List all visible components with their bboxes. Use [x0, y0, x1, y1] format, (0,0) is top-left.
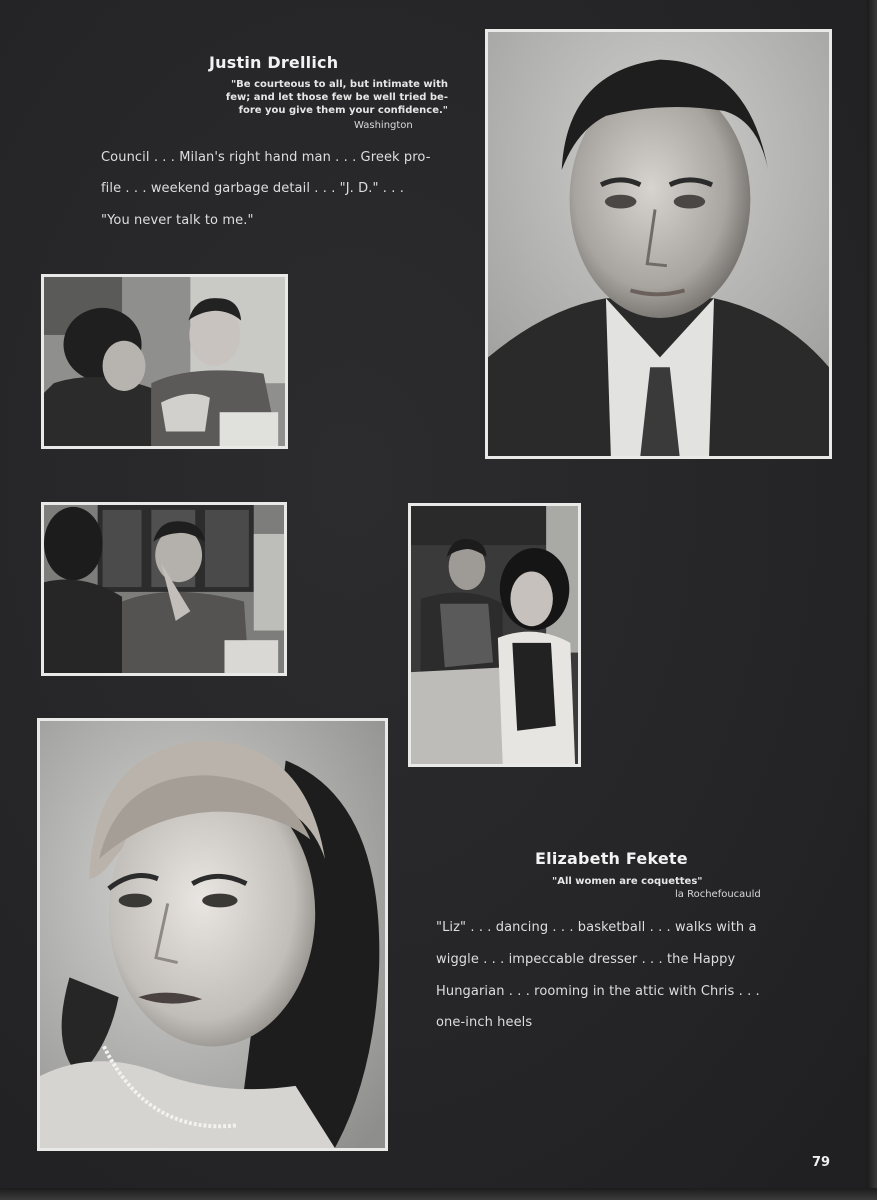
entry2-quote-author: la Rochefoucauld [675, 889, 761, 900]
entry2-name: Elizabeth Fekete [535, 849, 688, 868]
portrait-elizabeth-fekete [37, 718, 388, 1151]
candid-photo-2 [41, 502, 287, 676]
entry1-quote-line: few; and let those few be well tried be- [225, 92, 448, 103]
entry1-name: Justin Drellich [209, 53, 339, 72]
entry1-quote-line: "Be courteous to all, but intimate with [230, 79, 448, 90]
page-edge-bottom [0, 1188, 877, 1200]
entry2-bio-line: "Liz" . . . dancing . . . basketball . . . walks with a [436, 920, 757, 935]
page-number: 79 [812, 1155, 831, 1170]
entry1-bio-line: file . . . weekend garbage detail . . . "J. D." . . . [101, 181, 404, 196]
entry1-quote [216, 78, 448, 117]
entry2-quote: "All women are coquettes" [552, 876, 703, 887]
entry1-quote-author: Washington [354, 120, 413, 131]
entry2-bio-line: wiggle . . . impeccable dresser . . . the Happy [436, 952, 736, 967]
entry1-bio-line: "You never talk to me." [101, 213, 254, 228]
entry1-bio-line: Council . . . Milan's right hand man . . . Greek pro- [101, 150, 431, 165]
entry2-bio-line: one-inch heels [436, 1015, 533, 1030]
entry1-quote-line: fore you give them your confidence." [238, 105, 448, 116]
entry2-bio-line: Hungarian . . . rooming in the attic with Chris . . . [436, 984, 760, 999]
candid-photo-1 [41, 274, 288, 449]
candid-photo-3 [408, 503, 581, 767]
portrait-justin-drellich [485, 29, 832, 459]
page-edge-right [867, 0, 877, 1200]
